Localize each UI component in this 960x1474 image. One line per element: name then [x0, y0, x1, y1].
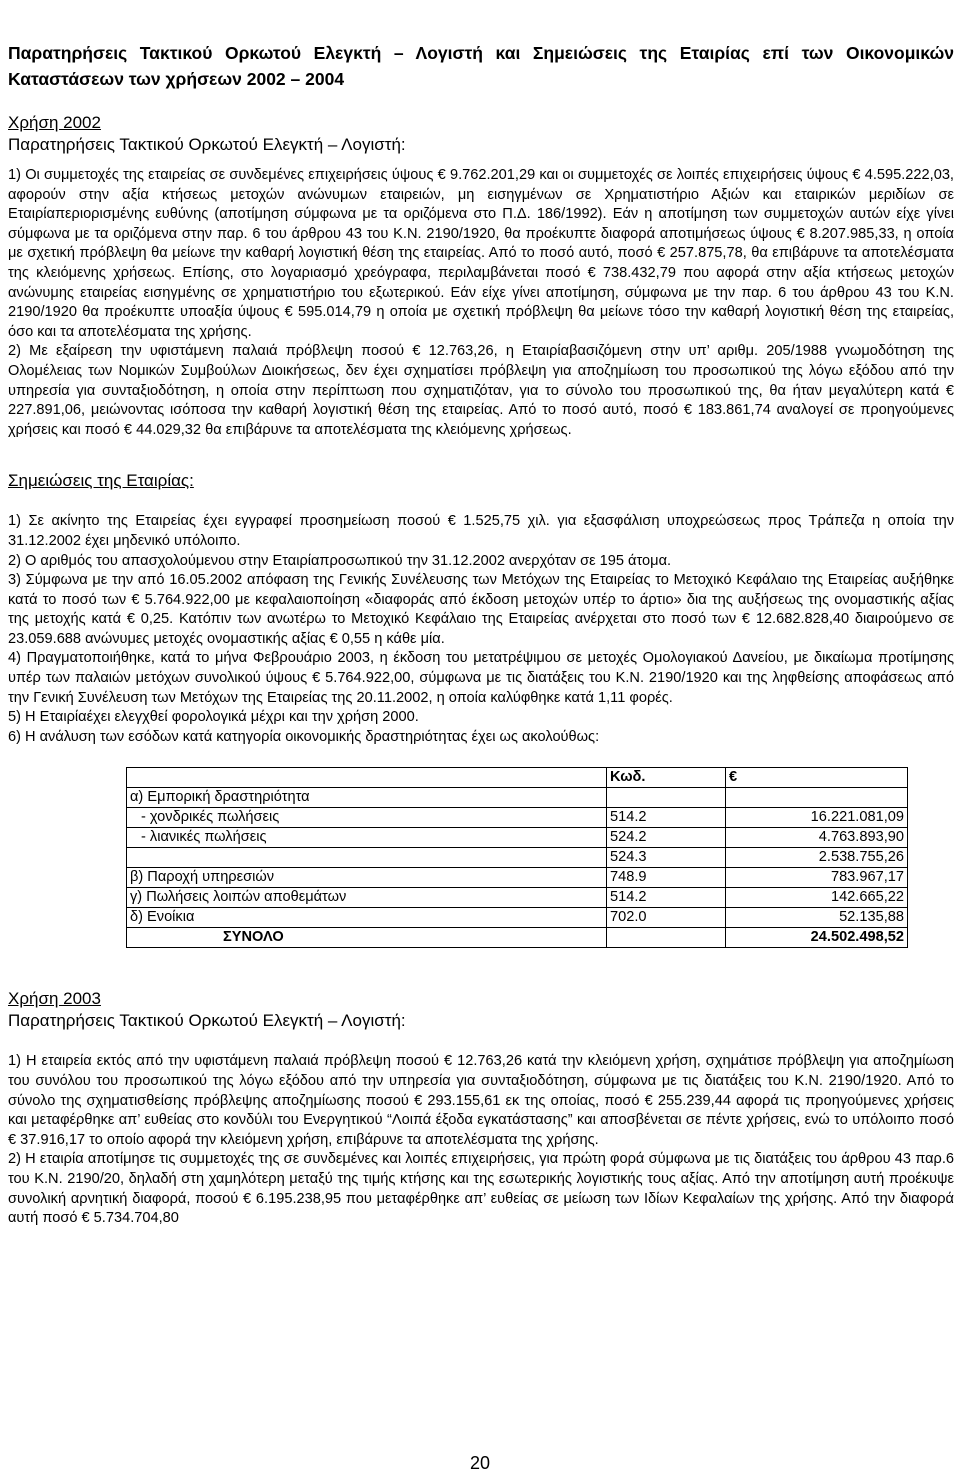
document-title: Παρατηρήσεις Τακτικού Ορκωτού Ελεγκτή – Λογιστή και Σημειώσεις της Εταιρίας επί των Οικονομικών Καταστάσεων των χρήσεων 2002 – 2004: [8, 43, 954, 89]
note-5: 5) Η Εταιρίαέχει ελεγχθεί φορολογικά μέχρι και την χρήση 2000.: [8, 709, 419, 726]
note-3: 3) Σύμφωνα με την από 16.05.2002 απόφαση της Γενικής Συνέλευσης των Μετόχων της Εταιρείας το Μετοχικό Κεφάλαιο της Εταιρείας αυξήθηκε κατά το ποσό των € 5.764.922,00 με κεφαλαιοποίηση «διαφοράς από έκδοση μετοχών υπέρ το άρτιο» δια της αυξήσεως της ονομαστικής αξίας της μετοχής κατά € 0,25. Κατόπιν των ανωτέρω το Μετοχικό Κεφάλαιο της Εταιρείας ανέρχεται στο ποσό των € 12.682.828,40 διαιρούμενο σε 23.059.688 ανώνυμες μετοχές ονομαστικής αξίας € 0,55 η κάθε μία.: [8, 572, 954, 647]
observation-2003-1: 1) Η εταιρεία εκτός από την υφιστάμενη παλαιά πρόβλεψη ποσού € 12.763,26 κατά την κλειόμενη χρήση, σχημάτισε πρόβλεψη για αποζημίωση του συνόλου του προσωπικού της λόγω εξόδου από την υπηρεσία για συνταξιοδότηση, σύμφωνα με τις διατάξεις του Κ.Ν. 2190/1920. Από το σύνολο της σχηματισθείσης πρόβλεψης αποζημίωσης ποσού € 293.155,61 εκ της οποίας, ποσό € 255.239,44 αφορά τις προηγούμενες χρήσεις και μεταφέρθηκε απ’ ευθείας στο κονδύλι του Ενεργητικού “Λοιπά έξοδα εγκατάστασης” και αποσβένεται σε πέντε χρήσεις, ενώ το υπόλοιπο ποσό € 37.916,17 το οποίο αφορά την κλειόμενη χρήση, επιβάρυνε τα αποτελέσματα της χρήσης.: [8, 1053, 954, 1148]
row-code: 702.0: [607, 908, 726, 928]
company-notes-heading: Σημειώσεις της Εταιρίας:: [8, 471, 194, 491]
row-label: β) Παροχή υπηρεσιών: [127, 868, 607, 888]
total-amount: 24.502.498,52: [726, 928, 908, 948]
row-amount: 2.538.755,26: [726, 848, 908, 868]
table-row: [127, 828, 908, 848]
row-code: 514.2: [607, 888, 726, 908]
row-label: α) Εμπορική δραστηριότητα: [127, 788, 607, 808]
row-amount: 4.763.893,90: [726, 828, 908, 848]
table-row: [127, 788, 908, 808]
year-2002-heading: Χρήση 2002: [8, 113, 101, 132]
auditor-heading-2002: Παρατηρήσεις Τακτικού Ορκωτού Ελεγκτή – Λογιστή:: [8, 135, 406, 154]
observation-2002-2: 2) Με εξαίρεση την υφιστάμενη παλαιά πρόβλεψη ποσού € 12.763,26, η Εταιρίαβασιζόμενη στην υπ’ αριθμ. 205/1988 γνωμοδότηση της Ολομέλειας των Νομικών Συμβούλων Διοικήσεως, δεν έχει σχηματίσει πρόβλεψη για αποζημίωση του προσωπικού της λόγω εξόδου από την υπηρεσία για συνταξιοδότηση, η οποία στην περίπτωση που σχηματιζόταν, για το σύνολο του προσωπικού της, θα ήταν μεγαλύτερη κατά € 227.891,06, μειώνοντας ισόποσα την καθαρή λογιστική θέση της εταιρείας. Από το ποσό αυτό, ποσό € 183.861,74 αναλογεί σε προηγούμενες χρήσεις και ποσό € 44.029,32 θα επιβάρυνε τα αποτελέσματα της κλειόμενης χρήσεως.: [8, 343, 954, 438]
row-code: [607, 788, 726, 808]
row-amount: [726, 788, 908, 808]
observation-2002-1: 1) Οι συμμετοχές της εταιρείας σε συνδεμένες επιχειρήσεις ύψους € 9.762.201,29 και οι συμμετοχές σε λοιπές επιχειρήσεις ύψους € 4.595.222,03, αφορούν στην αξία κτήσεως μετοχών ανώνυμων εταιρειών, μη εισηγμένων σε Χρηματιστήριο Αξιών και εταιρικών μεριδίων σε Εταιρίαπεριορισμένης ευθύνης (αποτίμηση σύμφωνα με τα οριζόμενα στο Π.Δ. 186/1992). Εάν η αποτίμηση των συμμετοχών αυτών είχε γίνει σύμφωνα με τα οριζόμενα στην παρ. 6 του άρθρου 43 του Κ.Ν. 2190/1920, θα προέκυπτε διαφορά αποτιμήσεως ύψους € 8.207.985,33, η οποία με σχετική πρόβλεψη θα μείωνε την καθαρή λογιστική θέση της εταιρείας. Από το ποσό αυτό, ποσό € 257.875,78, θα επιβάρυνε τα αποτελέσματα της κλειόμενης χρήσεως. Επίσης, στο λογαριασμό χρεόγραφα, περιλαμβάνεται ποσό € 738.432,79 που αφορά στην αξία κτήσεως μετοχών ανώνυμης εταιρείας εισηγμένης σε χρηματιστήριο του εξωτερικού. Εάν είχε γίνει αποτίμηση, σύμφωνα με την παρ. 6 του άρθρου 43 του Κ.Ν. 2190/1920 θα προέκυπτε υποαξία ύψους € 595.014,79 η οποία με σχετική πρόβλεψη θα μείωνε τόσο την καθαρή λογιστική θέση της εταιρείας, όσο και τα αποτελέσματα της χρήσης.: [8, 167, 954, 340]
note-1: 1) Σε ακίνητο της Εταιρείας έχει εγγραφεί προσημείωση ποσού € 1.525,75 χιλ. για εξασφάλιση υποχρεώσεως προς Τράπεζα η οποία την 31.12.2002 έχει μηδενικό υπόλοιπο.: [8, 513, 954, 549]
observation-2003-2: 2) Η εταιρία αποτίμησε τις συμμετοχές της σε συνδεμένες και λοιπές επιχειρήσεις, για πρώτη φορά σύμφωνα με τις διατάξεις του άρθρου 43 παρ.6 του Κ.Ν. 2190/20, δηλαδή στη χαμηλότερη μεταξύ της τιμής κτήσης και της εσωτερικής λογιστικής τους αξίας. Από την αποτίμηση αυτή προέκυψε συνολική αρνητική διαφορά, ποσού € 6.195.238,95 που μεταφέρθηκε απ’ ευθείας σε μείωση των Ιδίων Κεφαλαίων της χρήσης. Από την διαφορά αυτή ποσό € 5.734.704,80: [8, 1151, 954, 1227]
row-amount: 142.665,22: [726, 888, 908, 908]
row-amount: 52.135,88: [726, 908, 908, 928]
year-2003-heading: Χρήση 2003: [8, 989, 101, 1009]
row-code: 524.2: [607, 828, 726, 848]
row-label: - χονδρικές πωλήσεις: [127, 808, 607, 828]
table-row: [127, 848, 908, 868]
revenue-table: [126, 767, 908, 948]
note-6: 6) Η ανάλυση των εσόδων κατά κατηγορία οικονομικής δραστηριότητας έχει ως ακολούθως:: [8, 728, 600, 745]
auditor-heading-2003: Παρατηρήσεις Τακτικού Ορκωτού Ελεγκτή – Λογιστή:: [8, 1011, 406, 1031]
total-label: ΣΥΝΟΛΟ: [127, 928, 607, 948]
row-label: - λιανικές πωλήσεις: [127, 828, 607, 848]
document-page: [8, 40, 954, 1229]
row-code: 524.3: [607, 848, 726, 868]
table-row: [127, 868, 908, 888]
row-label: δ) Ενοίκια: [127, 908, 607, 928]
table-header-label: [127, 768, 607, 788]
row-amount: 16.221.081,09: [726, 808, 908, 828]
row-amount: 783.967,17: [726, 868, 908, 888]
total-code: [607, 928, 726, 948]
page-number: 20: [469, 1453, 491, 1473]
row-label: γ) Πωλήσεις λοιπών αποθεμάτων: [127, 888, 607, 908]
table-total-row: [127, 928, 908, 948]
row-label: [127, 848, 607, 868]
table-row: [127, 888, 908, 908]
row-code: 514.2: [607, 808, 726, 828]
table-header-code: Κωδ.: [607, 768, 726, 788]
note-4: 4) Πραγματοποιήθηκε, κατά το μήνα Φεβρουάριο 2003, η έκδοση του μετατρέψιμου σε μετοχές Ομολογιακού Δανείου, με δικαίωμα προτίμησης υπέρ των παλαιών μετόχων συνολικού ύψους € 5.764.922,00, σύμφωνα με τις διατάξεις του Κ.Ν. 2190/1920 και της ληφθείσης αποφάσεως από την Γενική Συνέλευση των Μετόχων της Εταιρείας της 20.11.2002, η οποία καλύφθηκε κατά 1,11 φορές.: [8, 650, 954, 706]
table-header-amount: €: [726, 768, 908, 788]
table-header-row: [127, 768, 908, 788]
row-code: 748.9: [607, 868, 726, 888]
note-2: 2) Ο αριθμός του απασχολούμενου στην Εταιρίαπροσωπικού την 31.12.2002 ανερχόταν σε 195 άτομα.: [8, 552, 672, 569]
table-row: [127, 808, 908, 828]
table-row: [127, 908, 908, 928]
